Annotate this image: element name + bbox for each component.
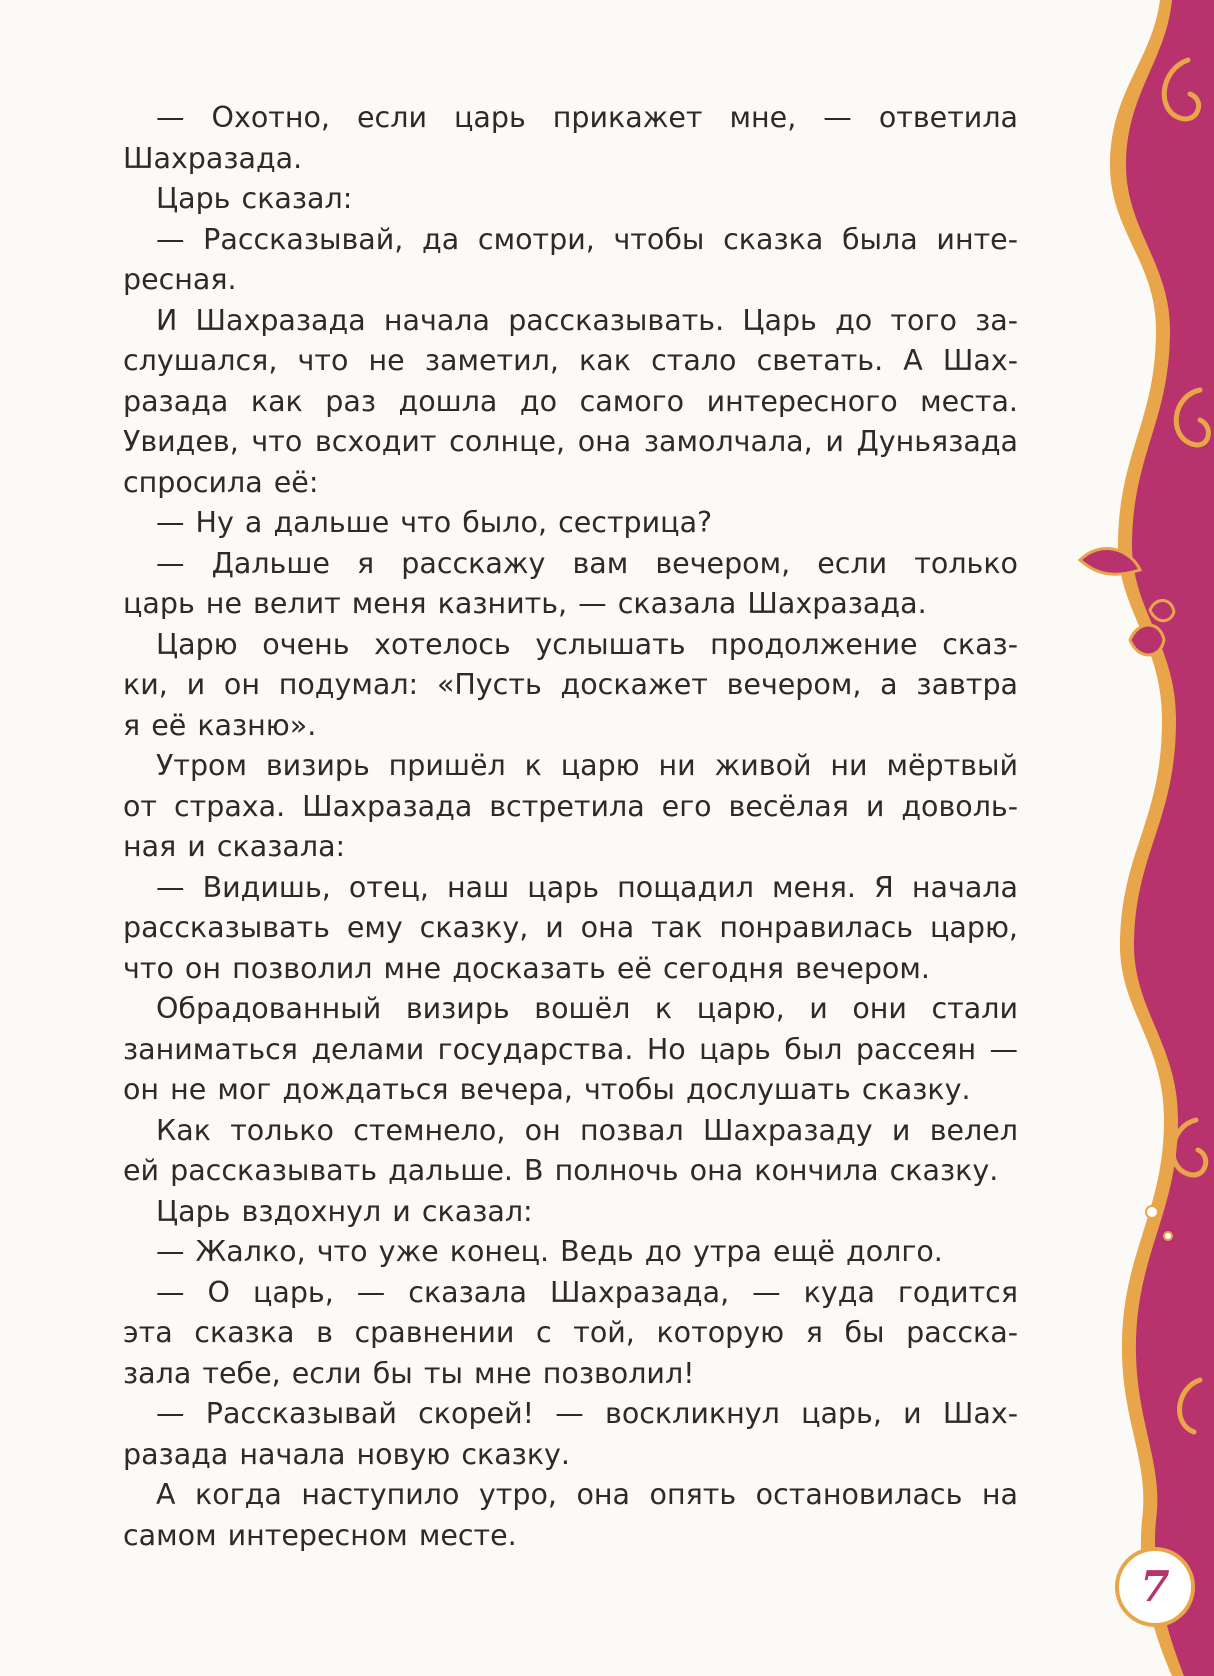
- text-line: Утром визирь пришёл к царю ни живой ни мёртвый: [156, 749, 1018, 782]
- floral-border-ornament: [1060, 0, 1214, 1676]
- text-line: спросила её:: [123, 465, 319, 499]
- text-line: заниматься делами государства. Но царь был рассеян —: [123, 1032, 1018, 1066]
- text-line: он не мог дождаться вечера, чтобы дослушать сказку.: [123, 1073, 971, 1106]
- text-line: Шахразада.: [123, 141, 303, 175]
- text-line: Как только стемнело, он позвал Шахразаду и велел: [156, 1113, 1018, 1147]
- text-line: — Рассказывай, да смотри, чтобы сказка была инте-: [156, 222, 1018, 256]
- text-line: — Охотно, если царь прикажет мне, — ответила: [156, 101, 1018, 134]
- text-line: И Шахразада начала рассказывать. Царь до того за-: [156, 303, 1018, 337]
- text-line: — Видишь, отец, наш царь пощадил меня. Я начала: [156, 870, 1018, 904]
- text-line: Царь сказал:: [156, 182, 353, 215]
- text-line: — Рассказывай скорей! — воскликнул царь, и Шах-: [156, 1397, 1018, 1430]
- text-line: ей рассказывать дальше. В полночь она кончила сказку.: [123, 1154, 999, 1187]
- text-line: ки, и он подумал: «Пусть доскажет вечером, а завтра: [123, 668, 1018, 701]
- text-line: Увидев, что всходит солнце, она замолчала, и Дуньязада: [123, 425, 1018, 458]
- text-line: царь не велит меня казнить, — сказала Шахразада.: [123, 587, 927, 620]
- text-line: Обрадованный визирь вошёл к царю, и они стали: [156, 992, 1018, 1025]
- text-line: слушался, что не заметил, как стало светать. А Шах-: [123, 344, 1018, 377]
- text-line: эта сказка в сравнении с той, которую я бы расска-: [123, 1316, 1018, 1349]
- text-line: от страха. Шахразада встретила его весёлая и доволь-: [123, 789, 1018, 823]
- text-line: рассказывать ему сказку, и она так понравилась царю,: [123, 911, 1018, 944]
- text-line: что он позволил мне досказать её сегодня вечером.: [123, 951, 930, 985]
- text-line: зала тебе, если бы ты мне позволил!: [123, 1356, 695, 1390]
- text-line: Царю очень хотелось услышать продолжение сказ-: [156, 627, 1018, 661]
- page-number: 7: [1140, 1562, 1170, 1611]
- text-line: разада начала новую сказку.: [123, 1437, 570, 1471]
- text-line: — Ну а дальше что было, сестрица?: [156, 506, 713, 539]
- story-text: [123, 98, 1018, 1556]
- text-line: — Дальше я расскажу вам вечером, если только: [156, 546, 1018, 580]
- text-line: ресная.: [123, 263, 237, 296]
- text-line: Царь вздохнул и сказал:: [156, 1194, 533, 1228]
- text-line: самом интересном месте.: [123, 1518, 517, 1552]
- text-line: разада как раз дошла до самого интересного места.: [123, 384, 1018, 418]
- text-line: ная и сказала:: [123, 830, 346, 863]
- text-line: я её казню».: [123, 708, 317, 742]
- text-line: — Жалко, что уже конец. Ведь до утра ещё долго.: [156, 1235, 943, 1268]
- text-line: — О царь, — сказала Шахразада, — куда годится: [156, 1275, 1018, 1309]
- text-line: А когда наступило утро, она опять остановилась на: [156, 1478, 1018, 1511]
